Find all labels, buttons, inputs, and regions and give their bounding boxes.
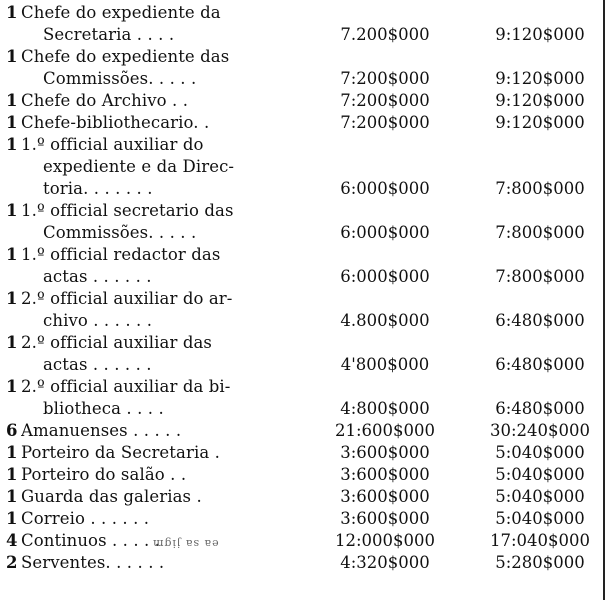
table-row	[0, 354, 609, 376]
quantity-cell: 1	[6, 135, 18, 154]
table-row	[0, 90, 609, 112]
quantity-cell: 1	[6, 3, 18, 22]
salary-current-cell: 3:600$000	[340, 487, 430, 506]
position-description: actas . . . . . .	[43, 267, 152, 286]
table-row	[0, 442, 609, 464]
table-row	[0, 200, 609, 222]
table-row	[0, 46, 609, 68]
position-description: expediente e da Direc-	[43, 157, 235, 176]
quantity-cell: 1	[6, 91, 18, 110]
salary-proposed-cell: 5:040$000	[495, 509, 585, 528]
position-description: 2.º official auxiliar das	[21, 333, 212, 352]
salary-proposed-cell: 9:120$000	[495, 25, 585, 44]
table-row	[0, 310, 609, 332]
position-description: 1.º official auxiliar do	[21, 135, 204, 154]
position-description: Secretaria . . . .	[43, 25, 175, 44]
quantity-cell: 1	[6, 487, 18, 506]
table-row	[0, 530, 609, 552]
position-description: 2.º official auxiliar da bi-	[21, 377, 231, 396]
salary-proposed-cell: 7:800$000	[495, 179, 585, 198]
salary-proposed-cell: 7:800$000	[495, 267, 585, 286]
salary-proposed-cell: 6:480$000	[495, 399, 585, 418]
salary-current-cell: 12:000$000	[334, 531, 436, 550]
salary-proposed-cell: 5:040$000	[495, 465, 585, 484]
salary-proposed-cell: 9:120$000	[495, 69, 585, 88]
salary-current-cell: 4:800$000	[340, 399, 430, 418]
position-description: toria. . . . . . .	[43, 179, 153, 198]
salary-proposed-cell: 6:480$000	[495, 355, 585, 374]
table-row	[0, 288, 609, 310]
salary-proposed-cell: 30:240$000	[489, 421, 591, 440]
salary-current-cell: 4.800$000	[340, 311, 430, 330]
position-description: 2.º official auxiliar do ar-	[21, 289, 233, 308]
position-description: actas . . . . . .	[43, 355, 152, 374]
position-description: Continuos . . . . .	[21, 531, 161, 550]
position-description: Chefe do Archivo . .	[21, 91, 189, 110]
table-row	[0, 376, 609, 398]
table-row	[0, 464, 609, 486]
salary-current-cell: 7.200$000	[340, 25, 430, 44]
salary-current-cell: 3:600$000	[340, 443, 430, 462]
quantity-cell: 1	[6, 443, 18, 462]
table-row	[0, 266, 609, 288]
quantity-cell: 1	[6, 113, 18, 132]
position-description: Amanuenses . . . . .	[21, 421, 182, 440]
table-row	[0, 332, 609, 354]
table-row	[0, 24, 609, 46]
salary-proposed-cell: 6:480$000	[495, 311, 585, 330]
table-row	[0, 68, 609, 90]
salary-current-cell: 3:600$000	[340, 509, 430, 528]
salary-current-cell: 21:600$000	[334, 421, 436, 440]
quantity-cell: 4	[6, 531, 18, 550]
salary-current-cell: 4:320$000	[340, 553, 430, 572]
position-description: Chefe do expediente da	[21, 3, 221, 22]
table-row	[0, 552, 609, 574]
table-row	[0, 178, 609, 200]
table-row	[0, 486, 609, 508]
salary-current-cell: 7:200$000	[340, 91, 430, 110]
salary-proposed-cell: 9:120$000	[495, 91, 585, 110]
table-row	[0, 420, 609, 442]
salary-proposed-cell: 17:040$000	[489, 531, 591, 550]
salary-proposed-cell: 5:040$000	[495, 487, 585, 506]
position-description: chivo . . . . . .	[43, 311, 153, 330]
table-row	[0, 222, 609, 244]
salary-current-cell: 7:200$000	[340, 113, 430, 132]
salary-current-cell: 6:000$000	[340, 267, 430, 286]
salary-current-cell: 3:600$000	[340, 465, 430, 484]
salary-proposed-cell: 5:040$000	[495, 443, 585, 462]
quantity-cell: 1	[6, 377, 18, 396]
faint-stamp: ea sa jigm	[152, 537, 219, 550]
position-description: bliotheca . . . .	[43, 399, 164, 418]
quantity-cell: 6	[6, 421, 18, 440]
quantity-cell: 1	[6, 245, 18, 264]
position-description: 1.º official redactor das	[21, 245, 221, 264]
position-description: Commissões. . . . .	[43, 69, 197, 88]
table-row	[0, 112, 609, 134]
table-row	[0, 398, 609, 420]
position-description: Correio . . . . . .	[21, 509, 150, 528]
quantity-cell: 1	[6, 509, 18, 528]
table-row	[0, 508, 609, 530]
salary-current-cell: 6:000$000	[340, 223, 430, 242]
salary-proposed-cell: 5:280$000	[495, 553, 585, 572]
quantity-cell: 1	[6, 289, 18, 308]
table-row	[0, 2, 609, 24]
quantity-cell: 1	[6, 201, 18, 220]
table-row	[0, 244, 609, 266]
quantity-cell: 2	[6, 553, 18, 572]
salary-proposed-cell: 7:800$000	[495, 223, 585, 242]
position-description: Chefe-bibliothecario. .	[21, 113, 210, 132]
quantity-cell: 1	[6, 333, 18, 352]
position-description: Serventes. . . . . .	[21, 553, 165, 572]
salary-current-cell: 4'800$000	[340, 355, 430, 374]
position-description: Porteiro da Secretaria .	[21, 443, 220, 462]
position-description: Porteiro do salão . .	[21, 465, 187, 484]
table-row	[0, 156, 609, 178]
position-description: Commissões. . . . .	[43, 223, 197, 242]
salary-current-cell: 6:000$000	[340, 179, 430, 198]
quantity-cell: 1	[6, 47, 18, 66]
position-description: Chefe do expediente das	[21, 47, 230, 66]
position-description: Guarda das galerias .	[21, 487, 202, 506]
salary-current-cell: 7:200$000	[340, 69, 430, 88]
salary-proposed-cell: 9:120$000	[495, 113, 585, 132]
position-description: 1.º official secretario das	[21, 201, 234, 220]
quantity-cell: 1	[6, 465, 18, 484]
table-row	[0, 134, 609, 156]
right-edge-rule	[603, 0, 605, 600]
